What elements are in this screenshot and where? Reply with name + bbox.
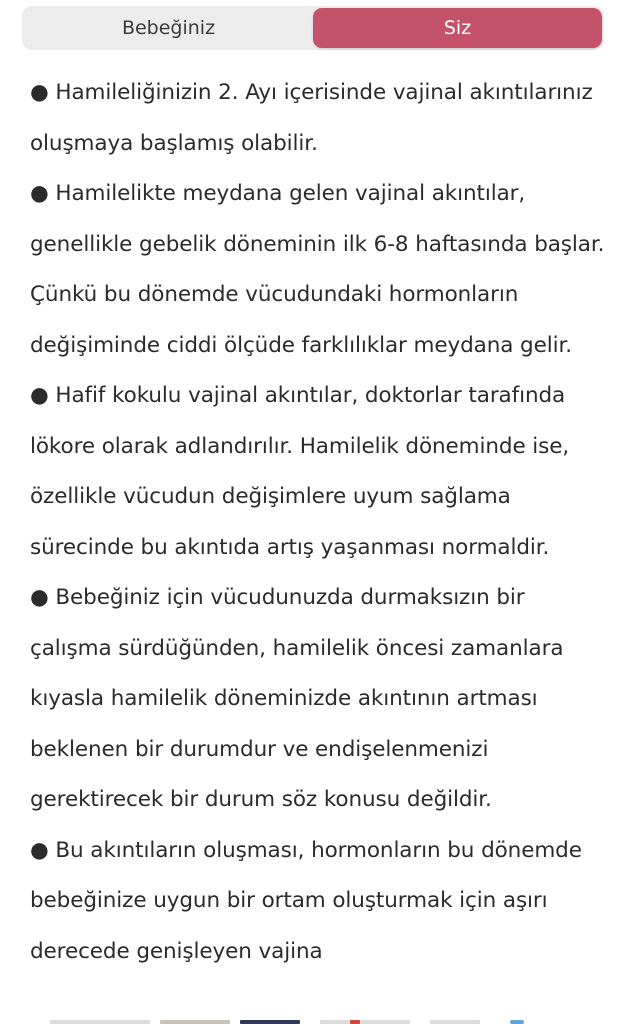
info-icon — [510, 1020, 524, 1024]
strip-mark — [240, 1020, 300, 1024]
paragraph: ● Bebeğiniz için vücudunuzda durmaksızın bir çalışma sürdüğünden, hamilelik öncesi zamanlara kıyasla hamilelik döneminizde akıntının artması beklenen bir durumdur ve endişelenmenizi gerektirecek bir durum söz konusu değildir. — [30, 585, 564, 812]
paragraph: ● Hamilelikte meydana gelen vajinal akıntılar, genellikle gebelik döneminin ilk 6-8 haftasında başlar. Çünkü bu dönemde vücudundaki hormonların değişiminde ciddi ölçüde farklılıklar meydana gelir. — [30, 181, 605, 358]
strip-mark — [160, 1020, 230, 1024]
paragraph: ● Hafif kokulu vajinal akıntılar, doktorlar tarafında lökore olarak adlandırılır. Hamilelik döneminde ise, özellikle vücudun değişimlere uyum sağlama sürecinde bu akıntıda artış yaşanması normaldir. — [30, 383, 570, 560]
tab-siz[interactable]: Siz — [313, 8, 602, 48]
paragraph: ● Hamileliğinizin 2. Ayı içerisinde vajinal akıntılarınız oluşmaya başlamış olabilir. — [30, 80, 593, 156]
strip-mark — [350, 1020, 360, 1024]
tab-bebeginiz[interactable]: Bebeğiniz — [121, 17, 216, 39]
article-content — [30, 68, 610, 977]
paragraph: ● Bu akıntıların oluşması, hormonların bu dönemde bebeğinize uygun bir ortam oluşturmak için aşırı derecede genişleyen vajina — [30, 837, 582, 964]
strip-mark — [320, 1020, 410, 1024]
bottom-ad-strip — [0, 1018, 628, 1024]
strip-mark — [50, 1020, 150, 1024]
strip-mark — [430, 1020, 480, 1024]
segmented-control — [22, 6, 604, 50]
